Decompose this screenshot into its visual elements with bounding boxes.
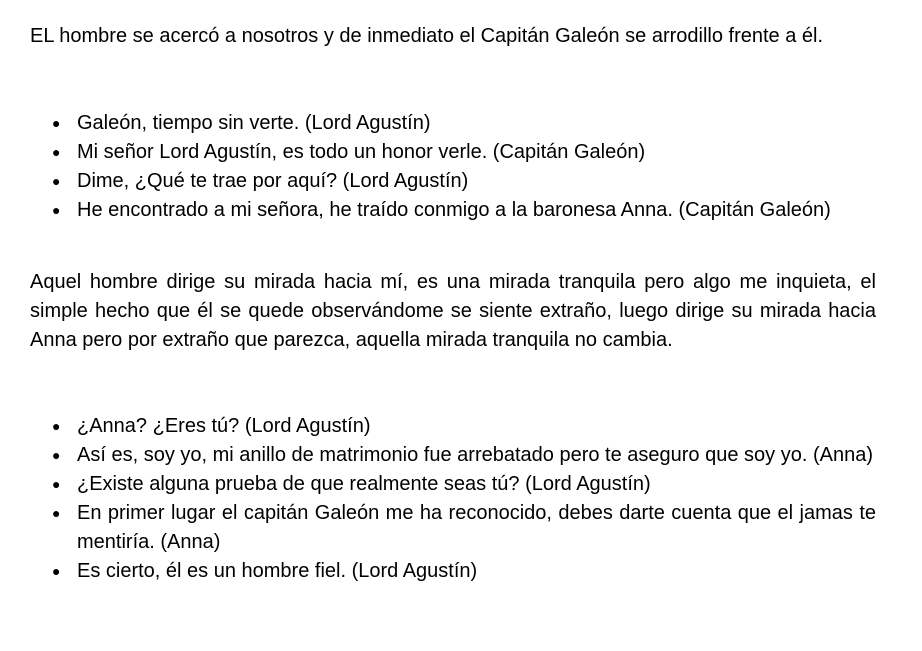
bullet-icon: ● bbox=[52, 115, 61, 131]
bullet-icon: ● bbox=[52, 505, 61, 521]
bullet-icon: ● bbox=[52, 476, 61, 492]
spacer bbox=[30, 51, 876, 109]
dialogue-item bbox=[52, 557, 876, 586]
bullet-icon: ● bbox=[52, 418, 61, 434]
bullet-icon: ● bbox=[52, 202, 61, 218]
dialogue-item bbox=[52, 499, 876, 557]
dialogue-text: ¿Anna? ¿Eres tú? (Lord Agustín) bbox=[77, 415, 371, 437]
dialogue-item bbox=[52, 412, 876, 441]
bullet-icon: ● bbox=[52, 563, 61, 579]
dialogue-text: Es cierto, él es un hombre fiel. (Lord Agustín) bbox=[77, 560, 478, 582]
dialogue-list-2 bbox=[30, 412, 876, 586]
bullet-icon: ● bbox=[52, 144, 61, 160]
dialogue-text: Galeón, tiempo sin verte. (Lord Agustín) bbox=[77, 112, 431, 134]
dialogue-text: En primer lugar el capitán Galeón me ha reconocido, debes darte cuenta que el jamas te mentiría. (Anna) bbox=[77, 502, 876, 553]
document-page bbox=[30, 22, 876, 586]
dialogue-text: Así es, soy yo, mi anillo de matrimonio fue arrebatado pero te aseguro que soy yo. (Anna) bbox=[77, 444, 873, 466]
dialogue-item bbox=[52, 109, 876, 138]
spacer bbox=[30, 225, 876, 268]
dialogue-item bbox=[52, 441, 876, 470]
narration-paragraph: Aquel hombre dirige su mirada hacia mí, es una mirada tranquila pero algo me inquieta, el simple hecho que él se quede observándome se siente extraño, luego dirige su mirada hacia Anna pero por extraño que parezca, aquella mirada tranquila no cambia. bbox=[30, 271, 876, 351]
dialogue-text: He encontrado a mi señora, he traído conmigo a la baronesa Anna. (Capitán Galeón) bbox=[77, 199, 831, 221]
intro-paragraph: EL hombre se acercó a nosotros y de inmediato el Capitán Galeón se arrodillo frente a él. bbox=[30, 25, 824, 47]
dialogue-text: ¿Existe alguna prueba de que realmente seas tú? (Lord Agustín) bbox=[77, 473, 651, 495]
bullet-icon: ● bbox=[52, 447, 61, 463]
dialogue-item bbox=[52, 470, 876, 499]
dialogue-text: Mi señor Lord Agustín, es todo un honor verle. (Capitán Galeón) bbox=[77, 141, 646, 163]
dialogue-item bbox=[52, 138, 876, 167]
dialogue-item bbox=[52, 196, 876, 225]
bullet-icon: ● bbox=[52, 173, 61, 189]
dialogue-item bbox=[52, 167, 876, 196]
dialogue-list-1 bbox=[30, 109, 876, 225]
spacer bbox=[30, 355, 876, 412]
dialogue-text: Dime, ¿Qué te trae por aquí? (Lord Agustín) bbox=[77, 170, 469, 192]
